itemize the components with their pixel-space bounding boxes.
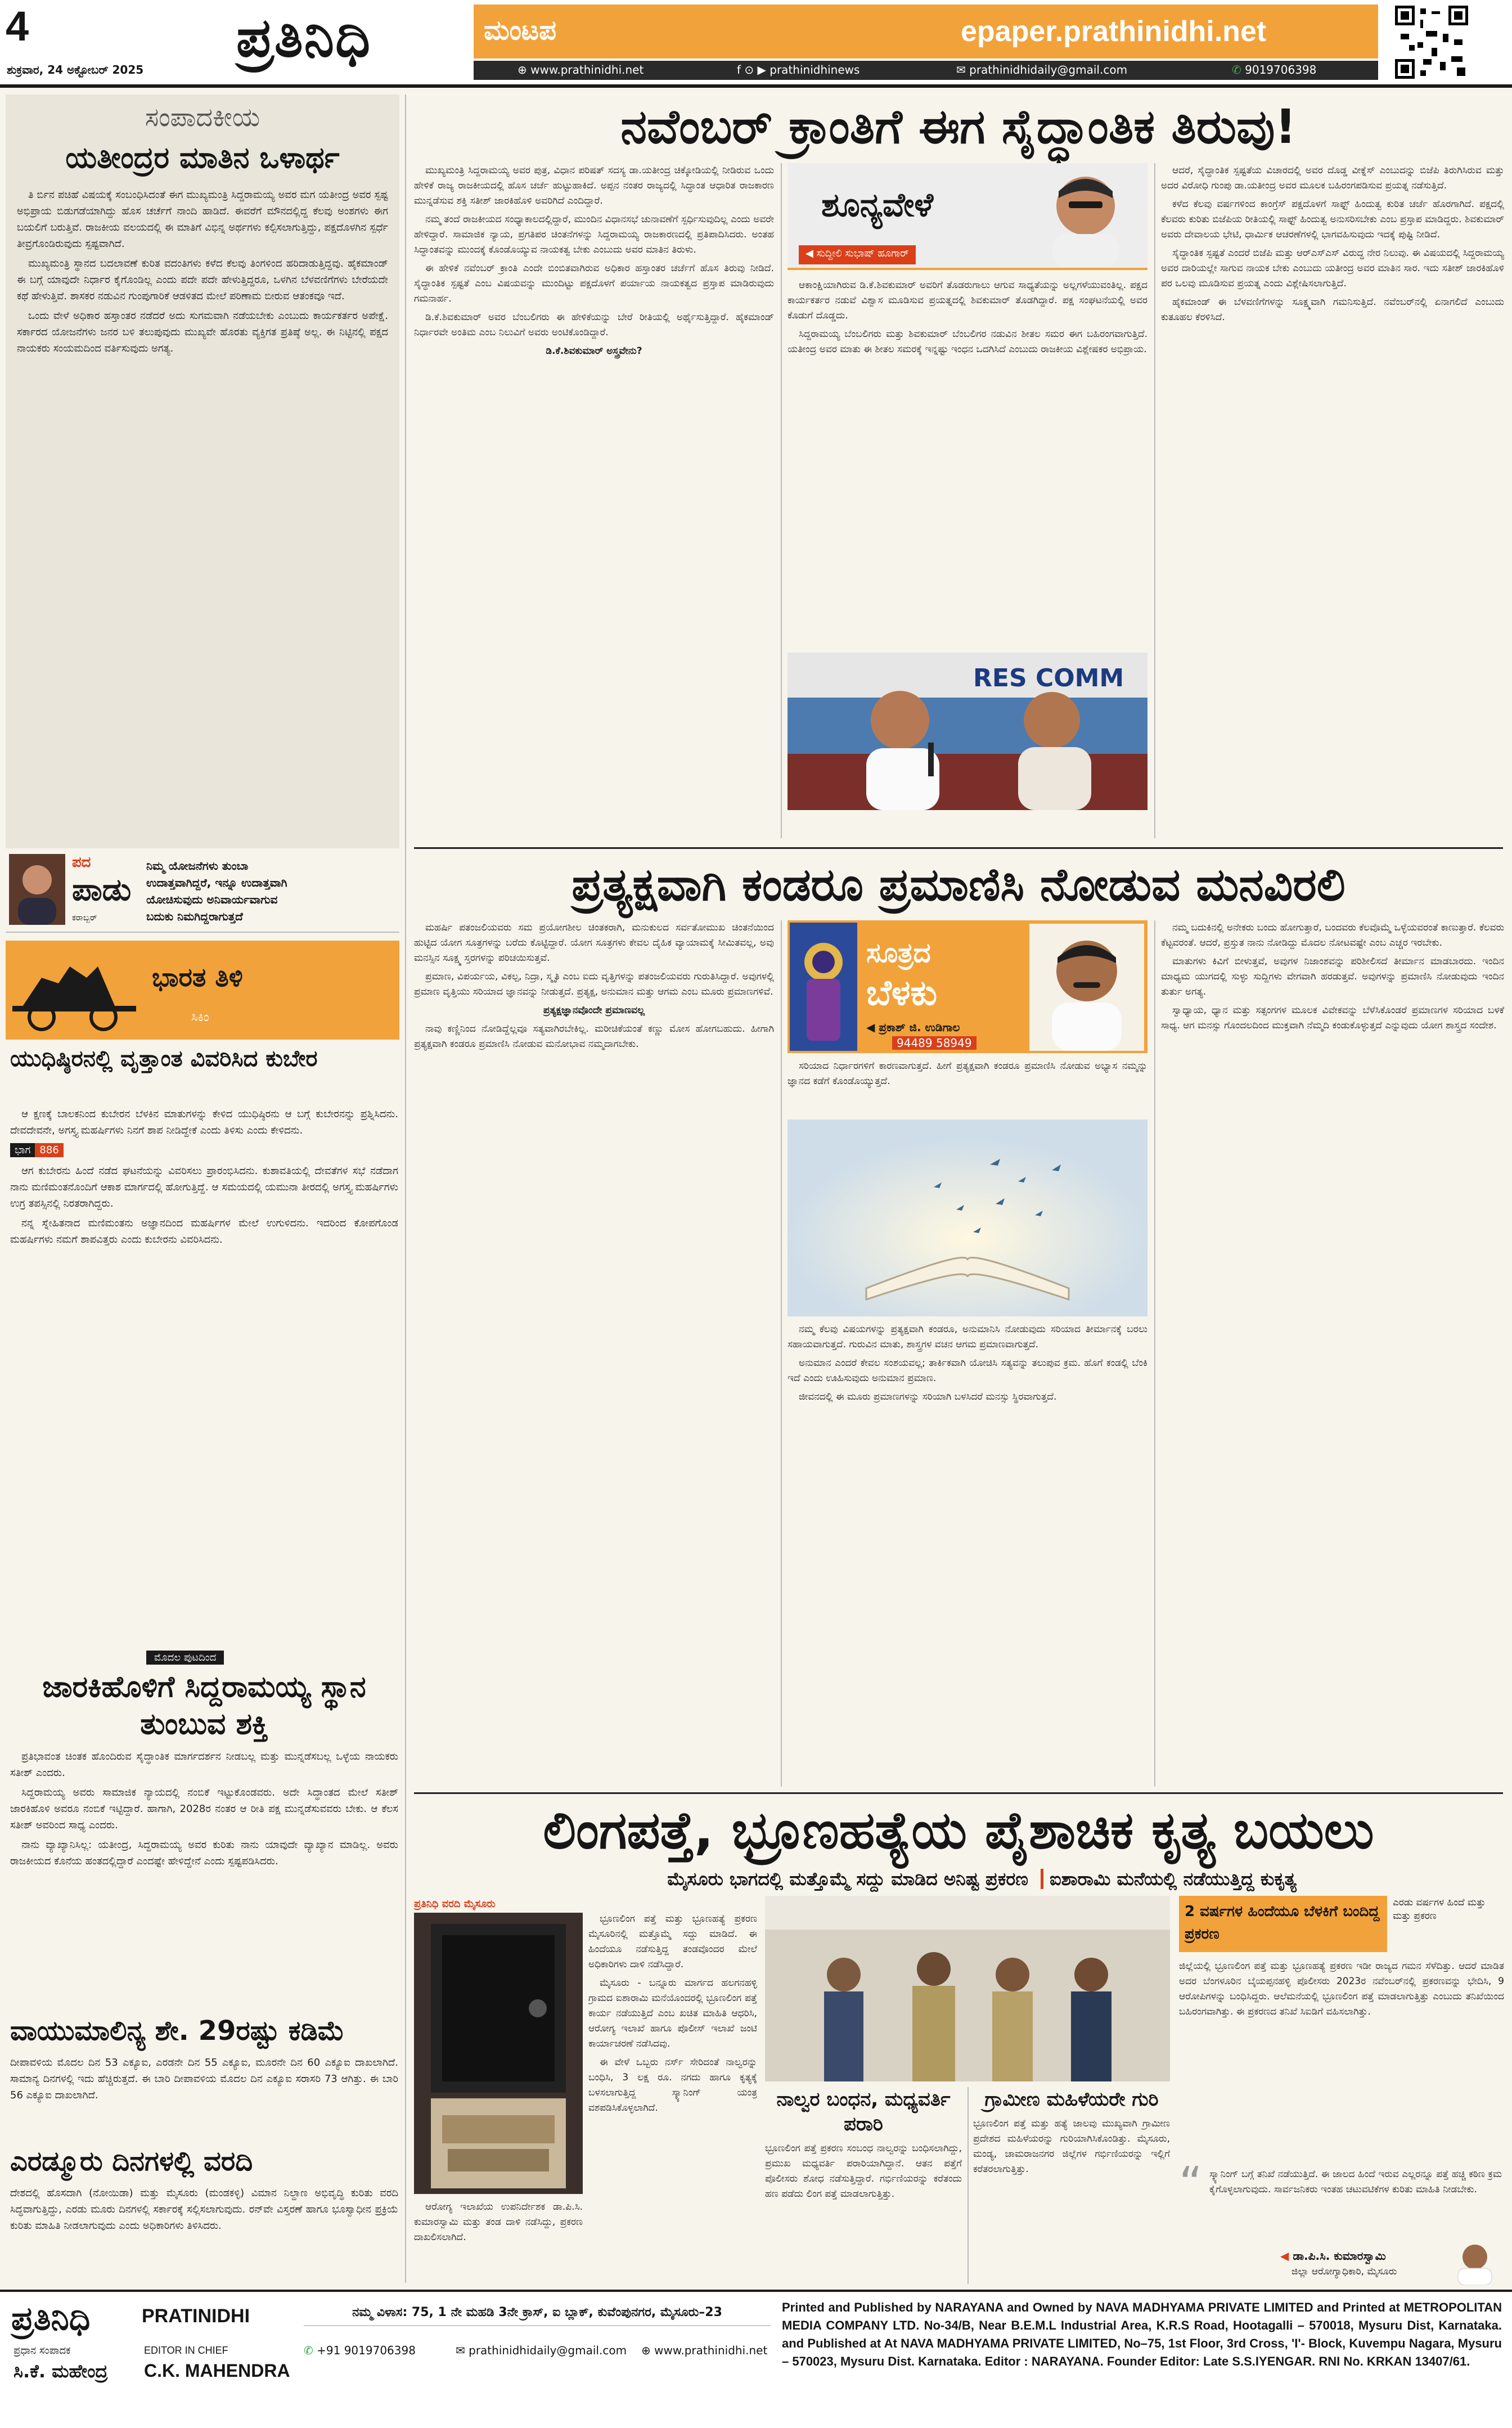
crime-subhead-divider (1041, 1869, 1043, 1889)
footer-address: ನಮ್ಮ ವಿಳಾಸ: 75, 1 ನೇ ಮಹಡಿ 3ನೇ ಕ್ರಾಸ್, ಐ ಬ್ಲಾಕ್, ಕುವೆಂಪುನಗರ, ಮೈಸೂರು–23 (304, 2305, 771, 2326)
masthead (0, 0, 1512, 83)
side-box (1179, 1896, 1387, 1952)
lead-rule (1154, 163, 1155, 838)
caret-icon: ◀ (866, 1020, 879, 1034)
editorial-paragraph: ಒಂದು ವೇಳೆ ಅಧಿಕಾರ ಹಸ್ತಾಂತರ ನಡೆದರೆ ಅದು ಸುಗಮವಾಗಿ ನಡೆಯಬೇಕು ಎಂಬುದು ಕಾರ್ಯಕರ್ತರ ಅಪೇಕ್ಷೆ. ಸರ್ಕಾರದ ಯೋಜನೆಗಳು ಜನರ ಬಳಿ ತಲುಪುವುದು ಮುಖ್ಯವೇ ಹೊರತು ವ್ಯಕ್ತಿಗತ ಪ್ರತಿಷ್ಠೆ ಅಲ್ಲ. ಈ ನಿಟ್ಟಿನಲ್ಲಿ ಪಕ್ಷದ ನಾಯಕರು ಸಂಯಮದಿಂದ ವರ್ತಿಸುವುದು ಅಗತ್ಯ. (17, 310, 388, 354)
safe-image (414, 1913, 583, 2194)
bharata-label: ಭಾರತ ತಿಳಿ (152, 962, 243, 992)
editorial-paragraph: ಮುಖ್ಯಮಂತ್ರಿ ಸ್ಥಾನದ ಬದಲಾವಣೆ ಕುರಿತ ವದಂತಿಗಳು ಕಳೆದ ಕೆಲವು ತಿಂಗಳಿಂದ ಹರಿದಾಡುತ್ತಿದ್ದವು. ಹೈಕಮಾಂಡ್ ಈ ಬಗ್ಗೆ ಯಾವುದೇ ನಿರ್ಧಾರ ಕೈಗೊಂಡಿಲ್ಲ ಎಂದು ಪದೇ ಪದೇ ಹೇಳುತ್ತಿದ್ದರೂ, ಒಳಗಿನ ಬೆಳವಣಿಗೆಗಳು ಬೇರೆಯದೇ ಕಥೆ ಹೇಳುತ್ತಿವೆ. ಶಾಸಕರ ನಡುವಿನ ಗುಂಪುಗಾರಿಕೆ ಆಡಳಿತದ ಮೇಲೆ ಪರಿಣಾಮ ಬೀರುವ ಆತಂಕವೂ ಇದೆ. (17, 258, 388, 302)
qr-code-icon[interactable] (1395, 6, 1468, 79)
sutrada-author: ◀ ಪ್ರಕಾಶ್ ಜಿ. ಉಡಿಗಾಲ (866, 1020, 960, 1034)
sutrada-col-3 (1161, 920, 1504, 1787)
masthead-rule (0, 84, 1512, 88)
deity-image (790, 923, 857, 1051)
masthead-date: ಶುಕ್ರವಾರ, 24 ಅಕ್ಟೋಬರ್ 2025 (7, 63, 144, 77)
caret-icon: ◀ (1280, 2249, 1293, 2263)
sutrada-rule (781, 920, 782, 1787)
lead-paragraph: ಮುಖ್ಯಮಂತ್ರಿ ಸಿದ್ದರಾಮಯ್ಯ ಅವರ ಪುತ್ರ, ವಿಧಾನ ಪರಿಷತ್ ಸದಸ್ಯ ಡಾ.ಯತೀಂದ್ರ ಚಿಕ್ಕೋಡಿಯಲ್ಲಿ ನೀಡಿರುವ ಒಂದು ಹೇಳಿಕೆ ರಾಜ್ಯ ರಾಜಕೀಯದಲ್ಲಿ ಹೊಸ ಚರ್ಚೆ ಹುಟ್ಟುಹಾಕಿದೆ. ಅಪ್ಪನ ನಂತರ ರಾಜ್ಯದಲ್ಲಿ ಸಿದ್ಧಾಂತ ಆಧಾರಿತ ರಾಜಕಾರಣ ಮುನ್ನಡೆಸುವ ಶಕ್ತಿ ಸತೀಶ್ ಜಾರಕಿಹೊಳಿ ಅವರಿಗಿದೆ ಎಂದಿದ್ದಾರೆ. (414, 165, 774, 206)
quote-role: ಜಿಲ್ಲಾ ಆರೋಗ್ಯಾಧಿಕಾರಿ, ಮೈಸೂರು (1292, 2266, 1397, 2277)
crime-side-body: ಜಿಲ್ಲೆಯಲ್ಲಿ ಭ್ರೂಣಲಿಂಗ ಪತ್ತೆ ಮತ್ತು ಭ್ರೂಣಹತ್ಯೆ ಪ್ರಕರಣ ಇಡೀ ರಾಜ್ಯದ ಗಮನ ಸೆಳೆದಿತ್ತು. ಆದರೆ ಮಾಡಿತ ಅದರ ಬೆಂಗಳೂರಿನ ಬೈಯಪ್ಪನಹಳ್ಳಿ ಪೊಲೀಸರು 2023ರ ನವೆಂಬರ್‌ನಲ್ಲಿ ಪ್ರಕರಣವನ್ನು ಭೇದಿಸಿ, 9 ಆರೋಪಿಗಳನ್ನು ಬಂಧಿಸಿದ್ದರು. ಆಲೆಮನೆಯಲ್ಲಿ ಭ್ರೂಣಲಿಂಗ ಪತ್ತೆ ಮಾಡಲಾಗುತ್ತಿತ್ತು ಎಂಬುದು ತನಿಖೆಯಿಂದ ಬಹಿರಂಗವಾಗಿತ್ತು. ಈ ಪ್ರಕರಣದ ತನಿಖೆ ಸಿಐಡಿಗೆ ವಹಿಸಲಾಗಿತ್ತು. (1179, 1961, 1504, 2017)
section-label: ಮಂಟಪ (484, 15, 557, 46)
bharata-byline: ಸಿಕಿಂ (191, 1010, 209, 1024)
sutrada-paragraph: ನಮ್ಮ ಕೆಲವು ವಿಷಯಗಳನ್ನು ಪ್ರತ್ಯಕ್ಷವಾಗಿ ಕಂಡರೂ, ಅನುಮಾನಿಸಿ ನೋಡುವುದು ಸರಿಯಾದ ತೀರ್ಮಾನಕ್ಕೆ ಬರಲು ಸಹಾಯವಾಗುತ್ತದೆ. ಗುರುವಿನ ಮಾತು, ಶಾಸ್ತ್ರಗಳ ವಚನ ಆಗಮ ಪ್ರಮಾಣವಾಗುತ್ತದೆ. (788, 1324, 1148, 1350)
crime-paragraph: ಆರೋಗ್ಯ ಇಲಾಖೆಯ ಉಪನಿರ್ದೇಶಕ ಡಾ.ಪಿ.ಸಿ. ಕುಮಾರಸ್ವಾಮಿ ಮತ್ತು ತಂಡ ದಾಳಿ ನಡೆಸಿದ್ದು, ಪ್ರಕರಣ ದಾಖಲಿಸಲಾಗಿದೆ. (414, 2201, 583, 2243)
side-box-title: 2 ವರ್ಷಗಳ ಹಿಂದೆಯೂ ಬೆಳಕಿಗೆ ಬಂದಿದ್ದ ಪ್ರಕರಣ (1185, 1903, 1380, 1943)
bharata-title: ಯುಧಿಷ್ಠಿರನಲ್ಲಿ ವೃತ್ತಾಂತ ವಿವರಿಸಿದ ಕುಬೇರ (10, 1046, 318, 1072)
mail-icon: ✉ (456, 2344, 465, 2357)
email-link[interactable]: ✉ prathinidhidaily@gmail.com (956, 63, 1128, 77)
box2-body: ಭ್ರೂಣಲಿಂಗ ಪತ್ತೆ ಮತ್ತು ಹತ್ಯೆ ಜಾಲವು ಮುಖ್ಯವಾಗಿ ಗ್ರಾಮೀಣ ಪ್ರದೇಶದ ಮಹಿಳೆಯರನ್ನು ಗುರಿಯಾಗಿಸಿಕೊಂಡಿತ್ತು. ಮೈಸೂರು, ಮಂಡ್ಯ, ಚಾಮರಾಜನಗರ ಜಿಲ್ಲೆಗಳ ಗರ್ಭಿಣಿಯರನ್ನು ಇಲ್ಲಿಗೆ ಕರೆತರಲಾಗುತ್ತಿತ್ತು. (973, 2118, 1170, 2175)
phone-icon: ✆ (1232, 63, 1241, 77)
editorial-body (17, 187, 388, 839)
footer-phone[interactable]: ✆ +91 9019706398 (304, 2344, 416, 2357)
sutrada-rule (1154, 920, 1155, 1787)
sutrada-paragraph: ಅನುಮಾನ ಎಂದರೆ ಕೇವಲ ಸಂಶಯವಲ್ಲ; ತಾರ್ಕಿಕವಾಗಿ ಯೋಚಿಸಿ ಸತ್ಯವನ್ನು ತಲುಪುವ ಕ್ರಮ. ಹೊಗೆ ಕಂಡಲ್ಲಿ ಬೆಂಕಿ ಇದೆ ಎಂದು ಊಹಿಸುವುದು ಅನುಮಾನ ಪ್ರಮಾಣ. (788, 1357, 1148, 1384)
quote-text: ಸ್ಕ್ಯಾನಿಂಗ್ ಬಗ್ಗೆ ತನಿಖೆ ನಡೆಯುತ್ತಿದೆ. ಈ ಜಾಲದ ಹಿಂದೆ ಇರುವ ಎಲ್ಲರನ್ನೂ ಪತ್ತೆ ಹಚ್ಚಿ ಕಠಿಣ ಕ್ರಮ ಕೈಗೊಳ್ಳಲಾಗುವುದು. ಸಾರ್ವಜನಿಕರು ಇಂತಹ ಚಟುವಟಿಕೆಗಳ ಕುರಿತು ಮಾಹಿತಿ ನೀಡಬೇಕು. (1209, 2169, 1502, 2195)
social-link[interactable]: f ⊙ ▶ prathinidhinews (737, 63, 860, 77)
side-box-note: ಎರಡು ವರ್ಷಗಳ ಹಿಂದೆ ಮತ್ತು ಮತ್ತು ಪ್ರಕರಣ (1393, 1897, 1486, 1922)
quote-box (1179, 2157, 1504, 2285)
crime-paragraph: ಭ್ರೂಣಲಿಂಗ ಪತ್ತೆ ಮತ್ತು ಭ್ರೂಣಹತ್ಯೆ ಪ್ರಕರಣ ಮೈಸೂರಿನಲ್ಲಿ ಮತ್ತೊಮ್ಮೆ ಸದ್ದು ಮಾಡಿದೆ. ಈ ಹಿಂದೆಯೂ ನಡೆಸುತ್ತಿದ್ದ ತಂಡವೊಂದರ ಮೇಲೆ ಅಧಿಕಾರಿಗಳು ದಾಳಿ ನಡೆಸಿದ್ದಾರೆ. (588, 1913, 757, 1970)
sutrada-paragraph: ನಾವು ಕಣ್ಣಿನಿಂದ ನೋಡಿದ್ದೆಲ್ಲವೂ ಸತ್ಯವಾಗಿರಬೇಕಿಲ್ಲ. ಮರೀಚಿಕೆಯಂತೆ ಕಣ್ಣು ಮೋಸ ಹೋಗಬಹುದು. ಹೀಗಾಗಿ ಪ್ರತ್ಯಕ್ಷವಾಗಿ ಕಂಡರೂ ಪ್ರಮಾಣಿಸಿ ನೋಡುವ ಮನೋಭಾವ ನಮ್ಮದಾಗಬೇಕು. (414, 1023, 774, 1050)
lead-paragraph: ಆದರೆ, ಸೈದ್ಧಾಂತಿಕ ಸ್ಪಷ್ಟತೆಯ ವಿಚಾರದಲ್ಲಿ ಅವರ ದೊಡ್ಡ ವೀಕ್ನೆಸ್ ಎಂಬುದನ್ನು ಬಿಜೆಪಿ ತಿರುಗಿಸಿರುವ ಮತ್ತು ಅದರ ವಿರೋಧಿ ಗುಂಪು ಡಾ.ಯತೀಂದ್ರ ಅವರ ಮೂಲಕ ಬಹಿರಂಗಪಡಿಸುವ ಪ್ರಯತ್ನ ನಡೆಸುತ್ತಿದೆ. (1161, 165, 1504, 191)
lead-paragraph: ಕಳೆದ ಕೆಲವು ವರ್ಷಗಳಿಂದ ಕಾಂಗ್ರೆಸ್ ಪಕ್ಷದೊಳಗೆ ಸಾಫ್ಟ್ ಹಿಂದುತ್ವ ಕುರಿತ ಚರ್ಚೆ ಹೊರಗಾಗಿದೆ. ಪಕ್ಷದಲ್ಲಿ ಕೆಲವರು ಕುರಿತು ಬಿಜೆಪಿಯ ರೀತಿಯಲ್ಲಿ ಸಾಫ್ಟ್ ಹಿಂದುತ್ವ ಅನುಸರಿಸಬೇಕು ಎಂಬ ಪ್ರಸ್ತಾಪ ಮಾಡಿದ್ದರು. ಶಿವಕುಮಾರ್ ಅವರು ದೇವಾಲಯ ಭೇಟಿ, ಧಾರ್ಮಿಕ ಆಚರಣೆಗಳಲ್ಲಿ ಭಾಗವಹಿಸುವುದು ಇದಕ್ಕೆ ಪುಷ್ಟಿ ನೀಡಿದೆ. (1161, 199, 1504, 240)
lead-rule (781, 163, 782, 838)
poem-line: ಉದಾತ್ತವಾಗಿದ್ದರೆ, ಇನ್ನೂ ಉದಾತ್ತವಾಗಿ (146, 876, 287, 889)
footer-rule (0, 2290, 1512, 2292)
sutrada-col-2b (788, 1322, 1148, 1787)
aqi-body: ದೀಪಾವಳಿಯ ಮೊದಲ ದಿನ 53 ಎಕ್ಯೂಐ, ಎರಡನೇ ದಿನ 55 ಎಕ್ಯೂಐ, ಮೂರನೇ ದಿನ 60 ಎಕ್ಯೂಐ ದಾಖಲಾಗಿದೆ. ಸಾಮಾನ್ಯ ದಿನಗಳಲ್ಲಿ ಇದು ಹೆಚ್ಚಿರುತ್ತದೆ. ಈ ಬಾರಿ ದೀಪಾವಳಿಯ ಮೊದಲ ದಿನ ಎಕ್ಯೂಐ ಸರಾಸರಿ 73 ಆಗಿತ್ತು. ಈ ಬಾರಿ 56 ಎಕ್ಯೂಐ ದಾಖಲಾಗಿದೆ. (10, 2057, 398, 2101)
author-photo (1029, 924, 1144, 1051)
footer-editor-label-kn: ಪ್ರಧಾನ ಸಂಪಾದಕ (14, 2345, 71, 2357)
columnist-photo (1029, 167, 1142, 267)
box2 (973, 2087, 1170, 2284)
bharata-paragraph: ಆ ಕ್ಷಣಕ್ಕೆ ಬಾಲಕನಿಂದ ಕುಬೇರನ ಬೆಳಕಿನ ಮಾತುಗಳನ್ನು ಕೇಳಿದ ಯುಧಿಷ್ಠಿರನು ಆ ಬಗ್ಗೆ ಕುಬೇರನನ್ನು ಪ್ರಶ್ನಿಸಿದನು. ದೇವದೇವನೇ, ಅಗಸ್ತ್ಯ ಮಹರ್ಷಿಗಳು ನಿನಗೆ ಶಾಪ ನೀಡಿದ್ದೇಕೆ ಎಂದು ತಿಳಿಸು ಎಂದು ಕೇಳಿದನು. (10, 1108, 398, 1136)
box2-title: ಗ್ರಾಮೀಣ ಮಹಿಳೆಯರೇ ಗುರಿ (984, 2088, 1159, 2111)
shunyavele-banner (788, 163, 1148, 270)
sutrada-paragraph: ಮಾತುಗಳು ಕಿವಿಗೆ ಬೀಳುತ್ತವೆ, ಅವುಗಳ ನಿಜಾಂಶವನ್ನು ಪರಿಶೀಲಿಸದೆ ತೀರ್ಮಾನ ಮಾಡಬಾರದು. ಇಂದಿನ ಮಾಧ್ಯಮ ಯುಗದಲ್ಲಿ ಸುಳ್ಳು ಸುದ್ದಿಗಳು ವೇಗವಾಗಿ ಹರಡುತ್ತವೆ. ಅವುಗಳನ್ನು ಪ್ರಮಾಣಿಸಿ ನೋಡುವುದು ಇಂದಿನ ತುರ್ತು ಅಗತ್ಯ. (1161, 956, 1504, 997)
lead-col-3 (1161, 163, 1504, 838)
lead-col-2 (788, 278, 1148, 649)
sutrada-paragraph: ಜೀವನದಲ್ಲಿ ಈ ಮೂರು ಪ್ರಮಾಣಗಳನ್ನು ಸರಿಯಾಗಿ ಬಳಸಿದರೆ ಮನಸ್ಸು ಸ್ಥಿರವಾಗುತ್ತದೆ. (799, 1391, 1057, 1402)
caret-icon: ◀ (806, 248, 817, 259)
lead-paragraph: ಈ ಹೇಳಿಕೆ ನವೆಂಬರ್ ಕ್ರಾಂತಿ ಎಂದೇ ಬಿಂಬಿತವಾಗಿರುವ ಅಧಿಕಾರ ಹಸ್ತಾಂತರ ಚರ್ಚೆಗೆ ಹೊಸ ತಿರುವು ನೀಡಿದೆ. ಸೈದ್ಧಾಂತಿಕ ಸ್ಪಷ್ಟತೆ ಎಂಬ ವಿಷಯವನ್ನು ಮುಂದಿಟ್ಟು ಪಕ್ಷದೊಳಗೆ ಪರ್ಯಾಯ ನಾಯಕತ್ವದ ಪ್ರಸ್ತಾಪ ಮಾಡಿರುವುದು ಗಮನಾರ್ಹ. (414, 263, 774, 304)
pada-author: ಕರಾಬ್ಬರ್ (72, 912, 97, 923)
jarkiholi-title: ಜಾರಕಿಹೊಳಿಗೆ ಸಿದ್ದರಾಮಯ್ಯ ಸ್ಥಾನ ತುಂಬುವ ಶಕ್ತಿ (42, 1670, 366, 1741)
shunyavele-title: ಶೂನ್ಯವೇಳೆ (821, 186, 934, 224)
jarkiholi-paragraph: ನಾನು ವ್ಯಾಖ್ಯಾನಿಸಿಲ್ಲ: ಯತೀಂದ್ರ, ಸಿದ್ದರಾಮಯ್ಯ ಅವರ ಕುರಿತು ನಾನು ಯಾವುದೇ ವ್ಯಾಖ್ಯಾನ ಮಾಡಿಲ್ಲ. ಅವರು ರಾಜಕೀಯದ ಕೊನೆಯ ಹಂತದಲ್ಲಿದ್ದಾರೆ ಎಂದಷ್ಟೇ ಹೇಳಿದ್ದೇನೆ ಎಂದು ಸ್ಪಷ್ಟಪಡಿಸಿದರು. (10, 1839, 398, 1867)
sutrada-col-1 (414, 920, 774, 1787)
bharata-paragraph: ಆಗ ಕುಬೇರನು ಹಿಂದೆ ನಡೆದ ಘಟನೆಯನ್ನು ವಿವರಿಸಲು ಪ್ರಾರಂಭಿಸಿದನು. ಕುಶಾವತಿಯಲ್ಲಿ ದೇವತೆಗಳ ಸಭೆ ನಡೆದಾಗ ನಾನು ಮಣಿಮಂತನೊಂದಿಗೆ ಆಕಾಶ ಮಾರ್ಗದಲ್ಲಿ ಹೋಗುತ್ತಿದ್ದೆ. ಆ ಸಮಯದಲ್ಲಿ ಯಮುನಾ ತೀರದಲ್ಲಿ ಅಗಸ್ತ್ಯ ಮಹರ್ಷಿಗಳು ಉಗ್ರ ತಪಸ್ಸಿನಲ್ಲಿ ನಿರತರಾಗಿದ್ದರು. (10, 1165, 398, 1209)
pada-subtitle: ಪಾಡು (72, 872, 132, 907)
jarkiholi-body (10, 1748, 398, 2013)
shunyavele-author: ◀ ಸುದ್ದೀಲಿ ಸುಭಾಷ್ ಹೂಗಾರ್ (799, 245, 916, 264)
crime-subhead-right: ಐಶಾರಾಮಿ ಮನೆಯಲ್ಲಿ ನಡೆಯುತ್ತಿದ್ದ ಕುಕೃತ್ಯ (1050, 1868, 1297, 1890)
lead-paragraph: ಹೈಕಮಾಂಡ್ ಈ ಬೆಳವಣಿಗೆಗಳನ್ನು ಸೂಕ್ಷ್ಮವಾಗಿ ಗಮನಿಸುತ್ತಿದೆ. ನವೆಂಬರ್‌ನಲ್ಲಿ ಏನಾಗಲಿದೆ ಎಂಬುದು ಕುತೂಹಲ ಕೆರಳಿಸಿದೆ. (1161, 296, 1504, 323)
editorial-title: ಯತೀಂದ್ರರ ಮಾತಿನ ಒಳಾರ್ಥ (65, 141, 340, 175)
footer-imprint: Printed and Published by NARAYANA and Owned by NAVA MADHYAMA PRIVATE LIMITED and Printed at METROPOLITAN MEDIA COMPANY LTD. No-34/B, Near B.E.M.L Industrial Area, K.R.S Road, Hootagalli – 570018, Mysuru Dist, Karnataka. and Published at At NAVA MADHYAMA PRIVATE LIMITED, No–75, 1st Floor, 3rd Cross, 'I'- Block, Kuvempu Nagara, Mysuru – 570023, Mysuru Dist. Karnataka. Editor : NARAYANA. Founder Editor: Late S.S.IYENGAR. RNI No. KRKAN 13407/61. (782, 2300, 1502, 2368)
footer-editor-kn: ಸಿ.ಕೆ. ಮಹೇಂದ್ರ (14, 2360, 108, 2382)
lead-headline: ನವೆಂಬರ್ ಕ್ರಾಂತಿಗೆ ಈಗ ಸೈದ್ಧಾಂತಿಕ ತಿರುವು! (620, 99, 1297, 154)
lead-col-1 (414, 163, 774, 838)
editorial-kicker: ಸಂಪಾದಕೀಯ (145, 102, 260, 132)
section-rule (414, 847, 1503, 849)
crime-subhead-left: ಮೈಸೂರು ಭಾಗದಲ್ಲಿ ಮತ್ತೊಮ್ಮೆ ಸದ್ದು ಮಾಡಿದ ಅನಿಷ್ಟ ಪ್ರಕರಣ (667, 1868, 1028, 1890)
box1 (765, 2087, 962, 2284)
quote-icon: “ (1179, 2157, 1203, 2210)
part-tag (10, 1142, 398, 1158)
photo-sign: RES COMM (973, 664, 1124, 693)
sutrada-paragraph: ಸ್ವಾಧ್ಯಾಯ, ಧ್ಯಾನ ಮತ್ತು ಸತ್ಸಂಗಗಳ ಮೂಲಕ ವಿವೇಕವನ್ನು ಬೆಳೆಸಿಕೊಂಡರೆ ಪ್ರಮಾಣಗಳ ಸರಿಯಾದ ಬಳಕೆ ಸಾಧ್ಯ. ಆಗ ಮನಸ್ಸು ಗೊಂದಲದಿಂದ ಮುಕ್ತವಾಗಿ ನೆಮ್ಮದಿ ಕಂಡುಕೊಳ್ಳುತ್ತದೆ ಎನ್ನುವುದು ಯೋಗ ಶಾಸ್ತ್ರದ ಸಂದೇಶ. (1161, 1005, 1504, 1031)
chariot-icon (8, 944, 143, 1034)
sutrada-paragraph: ಮಹರ್ಷಿ ಪತಂಜಲಿಯವರು ಸಮ ಪ್ರಯೋಗಶೀಲ ಚಿಂತಕರಾಗಿ, ಮನುಕುಲದ ಸರ್ವತೋಮುಖ ಚಿಂತನೆಯಿಂದ ಹುಟ್ಟಿದ ಯೋಗ ಸೂತ್ರಗಳನ್ನು ಬರೆದು ಕೊಟ್ಟಿದ್ದಾರೆ. ಯೋಗ ಸೂತ್ರಗಳು ಕೇವಲ ದೈಹಿಕ ವ್ಯಾಯಾಮಕ್ಕೆ ಸೀಮಿತವಲ್ಲ, ಅವು ಮನಸ್ಸಿನ ಸೂಕ್ಷ್ಮ ಸ್ತರಗಳನ್ನು ಪರಿಚಯಿಸುತ್ತವೆ. (414, 922, 774, 964)
lead-paragraph: ಡಿ.ಕೆ.ಶಿವಕುಮಾರ್ ಅವರ ಬೆಂಬಲಿಗರು ಈ ಹೇಳಿಕೆಯನ್ನು ಬೇರೆ ರೀತಿಯಲ್ಲಿ ಅರ್ಥೈಸುತ್ತಿದ್ದಾರೆ. ಹೈಕಮಾಂಡ್ ನಿರ್ಧಾರವೇ ಅಂತಿಮ ಎಂಬ ನಿಲುವಿಗೆ ಅವರು ಅಂಟಿಕೊಂಡಿದ್ದಾರೆ. (414, 312, 774, 338)
author-phone: 94489 58949 (892, 1036, 976, 1050)
box1-body: ಭ್ರೂಣಲಿಂಗ ಪತ್ತೆ ಪ್ರಕರಣ ಸಂಬಂಧ ನಾಲ್ವರನ್ನು ಬಂಧಿಸಲಾಗಿದ್ದು, ಪ್ರಮುಖ ಮಧ್ಯವರ್ತಿ ಪರಾರಿಯಾಗಿದ್ದಾನೆ. ಆತನ ಪತ್ತೆಗೆ ಪೊಲೀಸರು ಶೋಧ ನಡೆಸುತ್ತಿದ್ದಾರೆ. ಗರ್ಭಿಣಿಯರನ್ನು ಕರೆತಂದು ಹಣ ಪಡೆದು ಲಿಂಗ ಪತ್ತೆ ಮಾಡಲಾಗುತ್ತಿತ್ತು. (765, 2143, 962, 2200)
sutrada-subhead: ಪ್ರತ್ಯಕ್ಷಜ್ಞಾನವೊಂದೇ ಪ್ರಮಾಣವಲ್ಲ (543, 1005, 645, 1016)
crime-col-1 (588, 1912, 757, 2283)
jarkiholi-kicker: ಮೊದಲ ಪುಟದಿಂದ (146, 1651, 224, 1665)
left-column-rule (405, 95, 406, 2283)
lead-paragraph: ಸೈದ್ಧಾಂತಿಕ ಸ್ಪಷ್ಟತೆ ಎಂದರೆ ಬಿಜೆಪಿ ಮತ್ತು ಆರ್‌ಎಸ್‌ಎಸ್ ವಿರುದ್ಧ ನೇರ ನಿಲುವು. ಈ ವಿಷಯದಲ್ಲಿ ಸಿದ್ದರಾಮಯ್ಯ ಅವರ ದಾರಿಯಲ್ಲೇ ಸಾಗುವ ನಾಯಕ ಬೇಕು ಎಂಬುದು ಯತೀಂದ್ರ ಅವರ ಮಾತಿನ ಸಾರ. ಇದು ಸತೀಶ್ ಜಾರಕಿಹೊಳಿ ಪರ ಒಲವು ಮೂಡಿಸುವ ಪ್ರಯತ್ನ ಎಂದು ವಿಶ್ಲೇಷಿಸಲಾಗುತ್ತಿದೆ. (1161, 248, 1504, 289)
lead-paragraph: ಆಕಾಂಕ್ಷಿಯಾಗಿರುವ ಡಿ.ಕೆ.ಶಿವಕುಮಾರ್ ಅವರಿಗೆ ತೊಡರುಗಾಲು ಆಗುವ ಸಾಧ್ಯತೆಯನ್ನು ಅಲ್ಲಗಳೆಯುವಂತಿಲ್ಲ. ಪಕ್ಷದ ಕಾರ್ಯಕರ್ತರ ನಡುವೆ ವಿಶ್ವಾಸ ಮೂಡಿಸುವ ಪ್ರಯತ್ನದಲ್ಲಿ ಶಿವಕುಮಾರ್ ತೊಡಗಿದ್ದಾರೆ. ಪಕ್ಷ ಸಂಘಟನೆಯಲ್ಲಿ ಅವರ ಕೊಡುಗೆ ದೊಡ್ಡದು. (788, 280, 1148, 321)
bharata-body (10, 1106, 398, 1669)
sutrada-headline: ಪ್ರತ್ಯಕ್ಷವಾಗಿ ಕಂಡರೂ ಪ್ರಮಾಣಿಸಿ ನೋಡುವ ಮನವಿರಲಿ (572, 858, 1346, 911)
footer (0, 2293, 1512, 2428)
bharata-paragraph: ನನ್ನ ಸ್ನೇಹಿತನಾದ ಮಣಿಮಂತನು ಅಜ್ಞಾನದಿಂದ ಮಹರ್ಷಿಗಳ ಮೇಲೆ ಉಗುಳಿದನು. ಇದರಿಂದ ಕೋಪಗೊಂಡ ಮಹರ್ಷಿಗಳು ನಮಗೆ ಶಾಪವಿತ್ತರು ಎಂದು ಕುಬೇರನು ವಿವರಿಸಿದನು. (10, 1217, 398, 1246)
pada-title: ಪದ (72, 854, 91, 871)
sutrada-paragraph: ಸರಿಯಾದ ನಿರ್ಧಾರಗಳಿಗೆ ಕಾರಣವಾಗುತ್ತದೆ. ಹೀಗೆ ಪ್ರತ್ಯಕ್ಷವಾಗಿ ಕಂಡರೂ ಪ್ರಮಾಣಿಸಿ ನೋಡುವ ಅಭ್ಯಾಸ ನಮ್ಮನ್ನು ಜ್ಞಾನದ ಕಡೆಗೆ ಕೊಂಡೊಯ್ಯುತ್ತದೆ. (788, 1060, 1148, 1087)
bharata-banner (6, 941, 399, 1040)
footer-brand-kn: ಪ್ರತಿನಿಧಿ (11, 2299, 91, 2337)
aqi-title: ವಾಯುಮಾಲಿನ್ಯ ಶೇ. 29ರಷ್ಟು ಕಡಿಮೆ (10, 2015, 345, 2047)
social-icons: f ⊙ ▶ (737, 63, 766, 77)
sutrada-name-2: ಬೆಳಕು (866, 972, 938, 1013)
lead-photo (788, 653, 1148, 810)
phone-link[interactable]: ✆ 9019706398 (1232, 63, 1317, 77)
pada-paadu-box (6, 854, 399, 933)
pada-poem (146, 857, 394, 925)
pada-photo (9, 854, 65, 925)
jarkiholi-paragraph: ಸಿದ್ದರಾಮಯ್ಯ ಅವರು ಸಾಮಾಜಿಕ ನ್ಯಾಯದಲ್ಲಿ ನಂಬಿಕೆ ಇಟ್ಟುಕೊಂಡವರು. ಅದೇ ಸಿದ್ಧಾಂತದ ಮೇಲೆ ಸತೀಶ್ ಜಾರಕಿಹೊಳಿ ಅವರೂ ನಂಬಿಕೆ ಇಟ್ಟಿದ್ದಾರೆ. ಹಾಗಾಗಿ, 2028ರ ನಂತರ ಆ ರೀತಿ ಪಕ್ಷ ಮುನ್ನಡೆಸುವವರು ಬೇಕು. ಆ ಕೆಲಸ ಸತೀಶ್ ಅವರಿಂದ ಸಾಧ್ಯ ಎಂದರು. (10, 1787, 398, 1831)
report-body: ದೇಶದಲ್ಲಿ ಹೊಸದಾಗಿ (ನೋಯಿಡಾ) ಮತ್ತು ಮೈಸೂರು (ಮಂಡಕಳ್ಳಿ) ವಿಮಾನ ನಿಲ್ದಾಣ ಅಭಿವೃದ್ಧಿ ಕುರಿತು ವರದಿ ಸಿದ್ಧವಾಗುತ್ತಿದ್ದು, ಎರಡು ಮೂರು ದಿನಗಳಲ್ಲಿ ಸರ್ಕಾರಕ್ಕೆ ಸಲ್ಲಿಸಲಾಗುವುದು. ರನ್‌ವೇ ವಿಸ್ತರಣೆ ಹಾಗೂ ಭೂಸ್ವಾಧೀನ ಪ್ರಕ್ರಿಯೆ ಕುರಿತು ಮಾಹಿತಿ ನೀಡಲಾಗುವುದು ಎಂದು ಅಧಿಕಾರಿಗಳು ತಿಳಿಸಿದರು. (10, 2187, 398, 2232)
poem-line: ನಿಮ್ಮ ಯೋಜನೆಗಳು ತುಂಬಾ (146, 859, 249, 873)
footer-website[interactable]: ⊕ www.prathinidhi.net (641, 2344, 768, 2357)
sutrada-name-1: ಸೂತ್ರದ (866, 937, 931, 969)
part-label: ಭಾಗ (10, 1143, 35, 1157)
phone-icon: ✆ (304, 2344, 313, 2357)
sutrada-col-2a (788, 1059, 1148, 1113)
footer-email[interactable]: ✉ prathinidhidaily@gmail.com (456, 2344, 627, 2357)
quote-author: ◀ ಡಾ.ಪಿ.ಸಿ. ಕುಮಾರಸ್ವಾಮಿ (1280, 2249, 1386, 2263)
editorial-paragraph: ತಿ ರ್ಬಿನ ಪಚಿಹೆ ವಿಷಯಕ್ಕೆ ಸಂಬಂಧಿಸಿದಂತೆ ಈಗ ಮುಖ್ಯಮಂತ್ರಿ ಸಿದ್ದರಾಮಯ್ಯ ಅವರ ಮಗ ಯತೀಂದ್ರ ಅವರ ಸ್ಪಷ್ಟ ಅಭಿಪ್ರಾಯ ಬಿಡುಗಡೆಯಾಗಿದ್ದು ಹೊಸ ಚರ್ಚೆಗೆ ನಾಂದಿ ಹಾಡಿದೆ. ಈವರೆಗೆ ಮೌನದಲ್ಲಿದ್ದ ಕೆಲವು ಅಂಶಗಳು ಈಗ ಬಯಲಿಗೆ ಬರುತ್ತಿವೆ. ರಾಜಕೀಯ ವಲಯದಲ್ಲಿ ಈ ಮಾತಿಗೆ ವಿಭಿನ್ನ ಅರ್ಥಗಳು ಕಲ್ಪಿಸಲಾಗುತ್ತಿದ್ದು, ಪಕ್ಷದೊಳಗಿನ ಸ್ಪರ್ಧೆ ತೀವ್ರಗೊಂಡಿರುವುದು ಸ್ಪಷ್ಟವಾಗಿದೆ. (17, 189, 388, 250)
part-number: 886 (35, 1143, 63, 1157)
website-link[interactable]: ⊕ www.prathinidhi.net (518, 63, 644, 77)
globe-icon: ⊕ (641, 2344, 651, 2357)
lead-paragraph: ನಮ್ಮ ತಂದೆ ರಾಜಕೀಯದ ಸಂಧ್ಯಾಕಾಲದಲ್ಲಿದ್ದಾರೆ, ಮುಂದಿನ ವಿಧಾನಸಭೆ ಚುನಾವಣೆಗೆ ಸ್ಪರ್ಧಿಸುವುದಿಲ್ಲ ಎಂದು ಅವರೇ ಹೇಳಿದ್ದಾರೆ. ಸಾಮಾಜಿಕ ನ್ಯಾಯ, ಪ್ರಗತಿಪರ ಚಿಂತನೆಗಳನ್ನು ಸಿದ್ದರಾಮಯ್ಯ ರಾಜಕಾರಣದಲ್ಲಿ ಪ್ರತಿಪಾದಿಸಿದರು. ಅಂತಹ ಸಿದ್ಧಾಂತವನ್ನು ಮುಂದಕ್ಕೆ ಕೊಂಡೊಯ್ಯುವ ನಾಯಕತ್ವ ಬೇಕು ಎಂಬುದು ಅವರ ಮಾತಿನ ತಿರುಳು. (414, 214, 774, 255)
crime-rule (968, 2087, 969, 2284)
epaper-link[interactable]: epaper.prathinidhi.net (961, 15, 1267, 48)
official-photo (1449, 2240, 1501, 2285)
crime-headline: ಲಿಂಗಪತ್ತೆ, ಭ್ರೂಣಹತ್ಯೆಯ ಪೈಶಾಚಿಕ ಕೃತ್ಯ ಬಯಲು (543, 1800, 1374, 1860)
globe-icon: ⊕ (518, 63, 527, 77)
masthead-brand: ಪ್ರತಿನಿಧಿ (236, 6, 372, 69)
poem-line: ಯೋಚಿಸುವುದು ಅನಿವಾರ್ಯವಾಗುವ (146, 893, 278, 906)
box1-title: ನಾಲ್ವರ ಬಂಧನ, ಮಧ್ಯವರ್ತಿ ಪರಾರಿ (776, 2088, 951, 2135)
footer-editor-en: C.K. MAHENDRA (144, 2360, 290, 2381)
page-number: 4 (6, 3, 29, 50)
footer-brand-en: PRATINIDHI (142, 2305, 250, 2327)
editorial-panel (6, 95, 399, 848)
section-rule (414, 1792, 1503, 1794)
lead-paragraph: ಸಿದ್ದರಾಮಯ್ಯ ಬೆಂಬಲಿಗರು ಮತ್ತು ಶಿವಕುಮಾರ್ ಬೆಂಬಲಿಗರ ನಡುವಿನ ಶೀತಲ ಸಮರ ಈಗ ಬಹಿರಂಗವಾಗುತ್ತಿದೆ. ಯತೀಂದ್ರ ಅವರ ಮಾತು ಈ ಶೀತಲ ಸಮರಕ್ಕೆ ಇನ್ನಷ್ಟು ಇಂಧನ ಒದಗಿಸಿದೆ ಎಂಬುದು ರಾಜಕೀಯ ವಿಶ್ಲೇಷಕರ ಅಭಿಪ್ರಾಯ. (788, 329, 1148, 355)
crime-paragraph: ಈ ವೇಳೆ ಒಬ್ಬರು ನರ್ಸ್ ಸೇರಿದಂತೆ ನಾಲ್ವರನ್ನು ಬಂಧಿಸಿ, 3 ಲಕ್ಷ ರೂ. ನಗದು ಹಾಗೂ ಕೃತ್ಯಕ್ಕೆ ಬಳಸಲಾಗುತ್ತಿದ್ದ ಸ್ಕ್ಯಾನಿಂಗ್ ಯಂತ್ರ ವಶಪಡಿಸಿಕೊಳ್ಳಲಾಗಿದೆ. (588, 2057, 757, 2114)
footer-editor-label-en: EDITOR IN CHIEF (144, 2345, 228, 2356)
raid-photo (765, 1896, 1170, 2081)
crime-dateline: ಪ್ರತಿನಿಧಿ ವರದಿ ಮೈಸೂರು (414, 1898, 496, 1910)
mail-icon: ✉ (956, 63, 966, 77)
sutrada-paragraph: ನಮ್ಮ ಬದುಕಿನಲ್ಲಿ ಅನೇಕರು ಬಂದು ಹೋಗುತ್ತಾರೆ, ಬಂದವರು ಕೆಲವೊಮ್ಮೆ ಒಳ್ಳೆಯವರಂತೆ ಕಾಣುತ್ತಾರೆ. ಕೆಲವರು ಕೆಟ್ಟವರಂತೆ. ಆದರೆ, ಪ್ರಸ್ತುತ ನಾನು ನೋಡಿದ್ದು ಮೊದಲ ನೋಟವಷ್ಟೇ ಎಂಬ ಎಚ್ಚರ ಇರಬೇಕು. (1161, 922, 1504, 948)
jarkiholi-paragraph: ಪ್ರತಿಭಾವಂತ ಚಿಂತಕ ಹೊಂದಿರುವ ಸೈದ್ಧಾಂತಿಕ ಮಾರ್ಗದರ್ಶನ ನೀಡಬಲ್ಲ ಮತ್ತು ಮುನ್ನಡೆಸಬಲ್ಲ ಒಳ್ಳೆಯ ನಾಯಕರು ಸತೀಶ್ ಎಂದರು. (10, 1751, 398, 1779)
report-title: ಎರಡ್ಮೂರು ದಿನಗಳಲ್ಲಿ ವರದಿ (10, 2146, 253, 2177)
sutrada-banner (788, 920, 1148, 1053)
lead-subhead: ಡಿ.ಕೆ.ಶಿವಕುಮಾರ್ ಅಸ್ತ್ರವೇನು? (546, 345, 642, 357)
crime-paragraph: ಮೈಸೂರು - ಬನ್ನೂರು ಮಾರ್ಗದ ಹಲಗನಹಳ್ಳಿ ಗ್ರಾಮದ ಐಶಾರಾಮಿ ಮನೆಯೊಂದರಲ್ಲಿ ಭ್ರೂಣಲಿಂಗ ಪತ್ತೆ ಕಾರ್ಯ ನಡೆಯುತ್ತಿದೆ ಎಂಬ ಖಚಿತ ಮಾಹಿತಿ ಆಧರಿಸಿ, ಆರೋಗ್ಯ ಇಲಾಖೆ ಹಾಗೂ ಪೊಲೀಸ್ ಇಲಾಖೆ ಜಂಟಿ ಕಾರ್ಯಾಚರಣೆ ನಡೆಸಿದವು. (588, 1977, 757, 2049)
poem-line: ಬದುಕು ನಿಮಗಿದ್ದರಾಗುತ್ತದೆ (146, 910, 243, 923)
book-image (788, 1119, 1148, 1316)
crime-col-1-extra (414, 2200, 583, 2283)
sutrada-paragraph: ಪ್ರಮಾಣ, ವಿಪರ್ಯಯ, ವಿಕಲ್ಪ, ನಿದ್ರಾ, ಸ್ಮೃತಿ ಎಂಬ ಐದು ವೃತ್ತಿಗಳನ್ನು ಪತಂಜಲಿಯವರು ಗುರುತಿಸಿದ್ದಾರೆ. ಅವುಗಳಲ್ಲಿ ಪ್ರಮಾಣ ವೃತ್ತಿಯು ಸರಿಯಾದ ಜ್ಞಾನವನ್ನು ನೀಡುತ್ತದೆ. ಪ್ರತ್ಯಕ್ಷ, ಅನುಮಾನ ಮತ್ತು ಆಗಮ ಎಂಬ ಮೂರು ಪ್ರಮಾಣಗಳಿವೆ. (414, 971, 774, 997)
